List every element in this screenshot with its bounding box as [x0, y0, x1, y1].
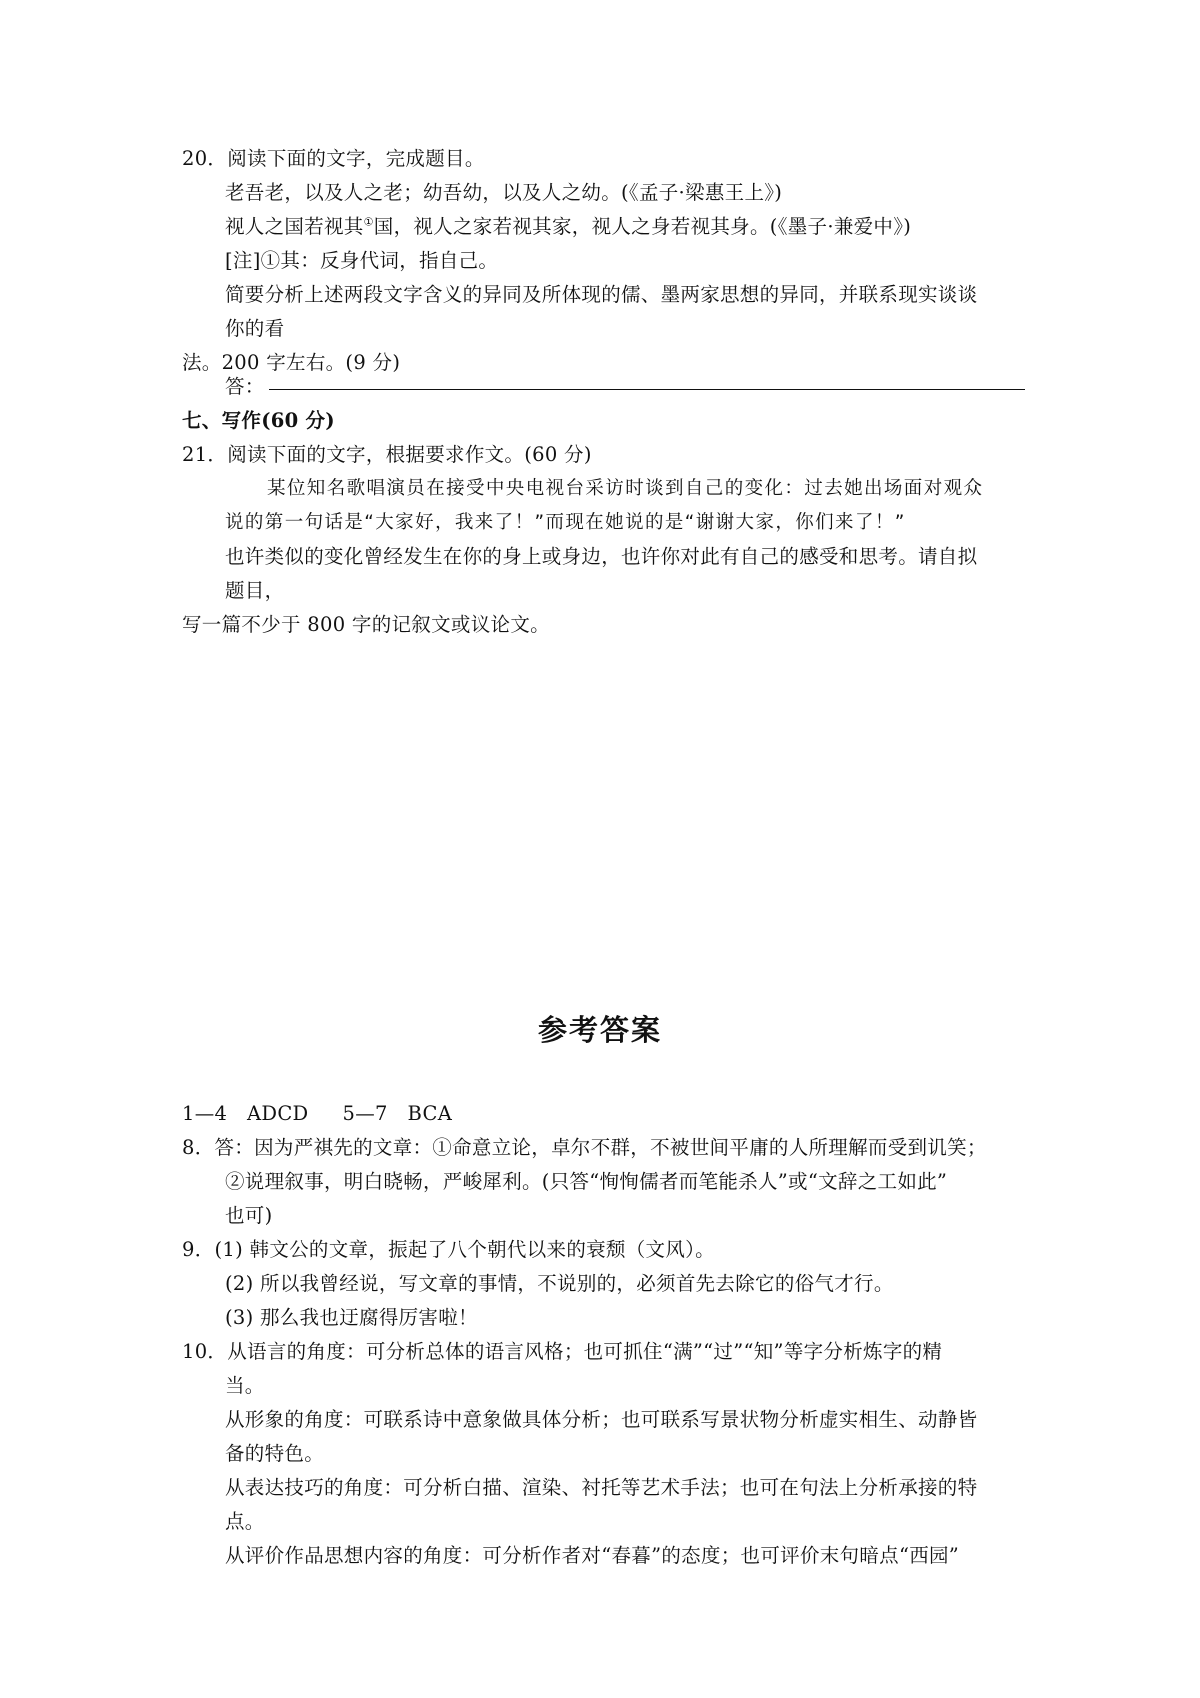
q20-task-line-3: 法。200 字左右。(9 分) [182, 351, 401, 374]
answer-8-line-2: ②说理叙事，明白晓畅，严峻犀利。(只答“恂恂儒者而笔能杀人”或“文辞之工如此” [225, 1170, 948, 1193]
answer-10-line-3: 从形象的角度：可联系诗中意象做具体分析；也可联系写景状物分析虚实相生、动静皆 [225, 1408, 978, 1431]
answers-mc-5-7: 5—7 BCA [342, 1102, 453, 1125]
answer-9-line-3: (3) 那么我也迂腐得厉害啦！ [225, 1306, 478, 1329]
answer-10-line-7: 从评价作品思想内容的角度：可分析作者对“春暮”的态度；也可评价末句暗点“西园” [225, 1544, 960, 1567]
answers-heading: 参考答案 [537, 1013, 662, 1047]
answers-multiple-choice [182, 1097, 452, 1131]
answer-blank-line [269, 389, 1025, 390]
answer-9-line-2: (2) 所以我曾经说，写文章的事情，不说别的，必须首先去除它的俗气才行。 [225, 1272, 894, 1295]
answer-8-line-1: 8．答：因为严祺先的文章：①命意立论，卓尔不群，不被世间平庸的人所理解而受到讥笑； [182, 1136, 987, 1159]
answer-10-line-4: 备的特色。 [225, 1442, 325, 1465]
q21-stem: 21．阅读下面的文字，根据要求作文。(60 分) [182, 443, 592, 466]
answers-mc-1-4: 1—4 ADCD [182, 1102, 309, 1125]
q21-requirement-line-1: 也许类似的变化曾经发生在你的身上或身边，也许你对此有自己的感受和思考。请自拟 [225, 545, 978, 568]
q20-task-line-2: 你的看 [225, 317, 285, 340]
q21-requirement-line-3: 写一篇不少于 800 字的记叙文或议论文。 [182, 613, 550, 636]
answer-8-line-3: 也可) [225, 1204, 273, 1227]
q21-quote-line-2: 说的第一句话是“大家好，我来了！”而现在她说的是“谢谢大家，你们来了！” [225, 512, 906, 533]
section-7-title: 七、写作(60 分) [182, 409, 335, 432]
answer-10-line-2: 当。 [225, 1374, 265, 1397]
answer-10-line-1: 10．从语言的角度：可分析总体的语言风格；也可抓住“满”“过”“知”等字分析炼字的精 [182, 1340, 943, 1363]
q20-text-mencius: 老吾老，以及人之老；幼吾幼，以及人之幼。(《孟子·梁惠王上》) [225, 181, 783, 204]
q20-text-mozi-a: 视人之国若视其 [225, 215, 364, 238]
answer-10-line-5: 从表达技巧的角度：可分析白描、渲染、衬托等艺术手法；也可在句法上分析承接的特 [225, 1476, 978, 1499]
footnote-marker: ① [363, 215, 374, 229]
q20-answer-label: 答： [225, 375, 265, 398]
answer-10-line-6: 点。 [225, 1510, 265, 1533]
q21-quote-line-1: 某位知名歌唱演员在接受中央电视台采访时谈到自己的变化：过去她出场面对观众 [267, 478, 984, 499]
q20-task-line-1: 简要分析上述两段文字含义的异同及所体现的儒、墨两家思想的异同，并联系现实谈谈 [225, 283, 978, 306]
q20-note: [注]①其：反身代词，指自己。 [225, 249, 499, 272]
q20-stem: 20．阅读下面的文字，完成题目。 [182, 147, 485, 170]
answer-9-line-1: 9．(1) 韩文公的文章，振起了八个朝代以来的衰颓（文风）。 [182, 1238, 715, 1261]
q21-requirement-line-2: 题目， [225, 579, 285, 602]
q20-text-mozi [225, 210, 911, 244]
q20-text-mozi-b: 国，视人之家若视其家，视人之身若视其身。(《墨子·兼爱中》) [373, 215, 912, 238]
